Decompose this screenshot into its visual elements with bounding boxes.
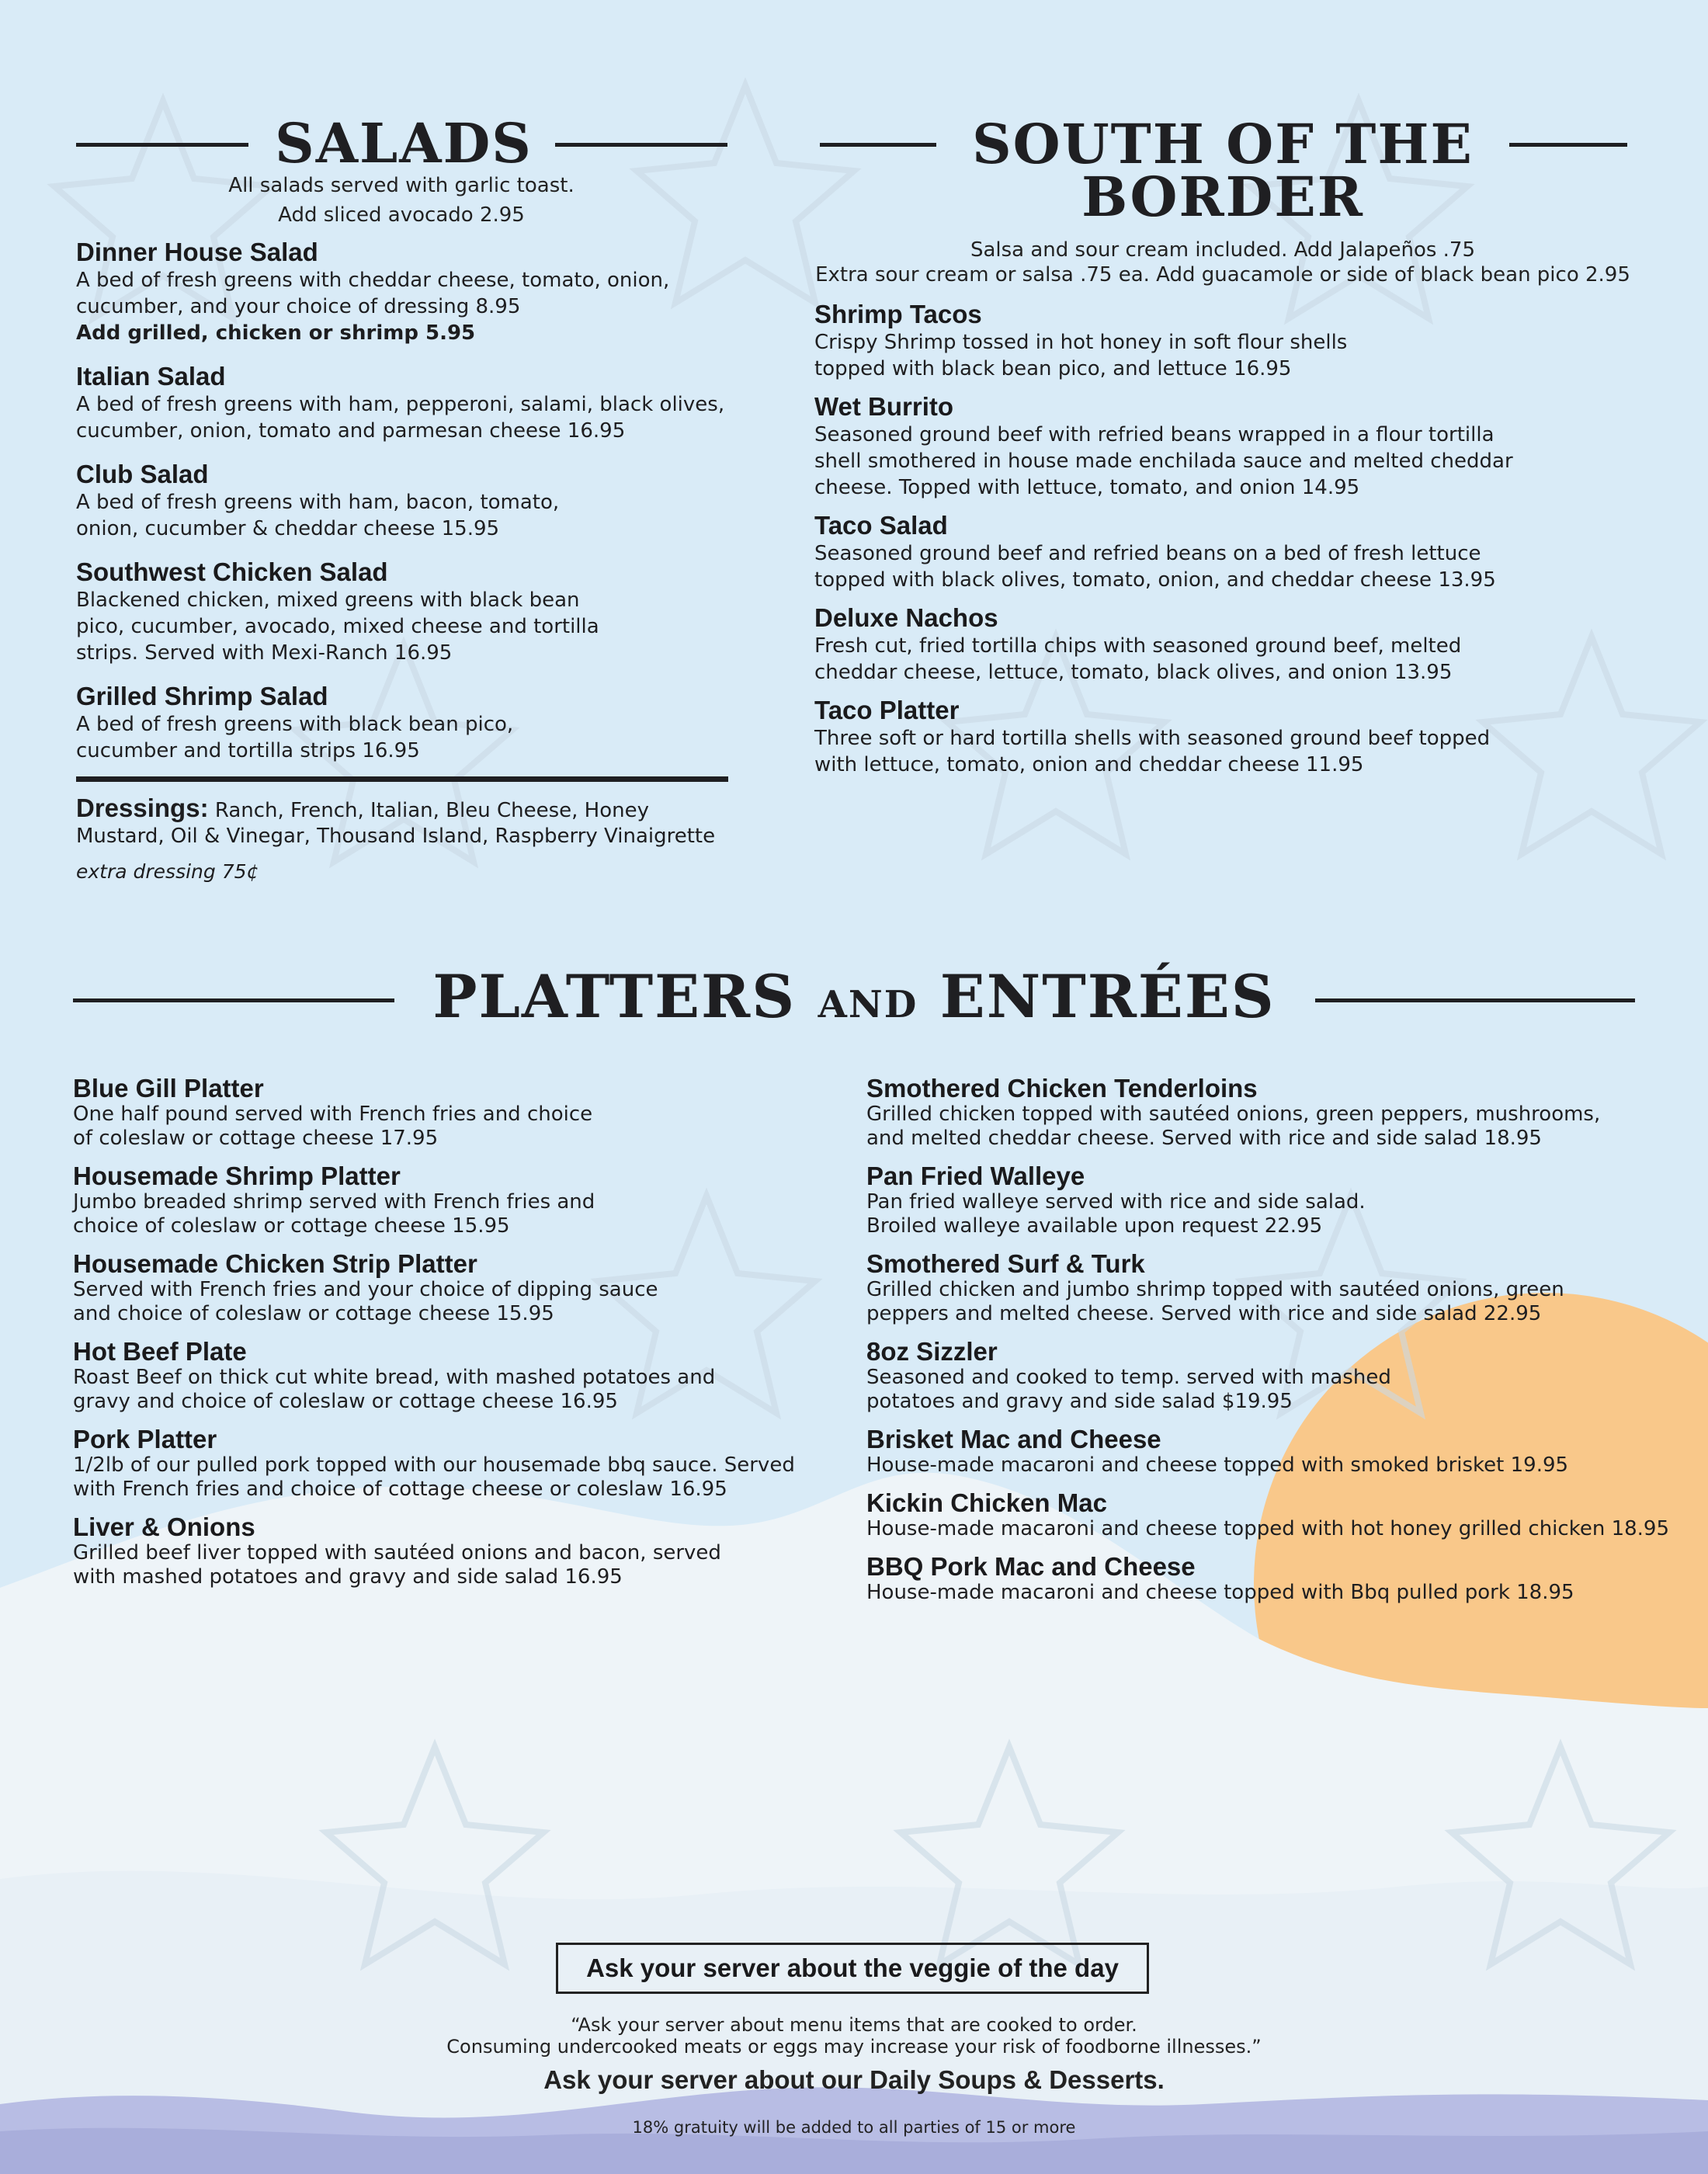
menu-item [866,1553,1708,1605]
menu-item [866,1162,1708,1238]
veggie-of-the-day-box: Ask your server about the veggie of the day [556,1943,1149,1994]
item-desc: Crispy Shrimp tossed in hot honey in soft flour shells topped with black bean pico, and lettuce 16.95 [814,331,1348,380]
border-list [814,300,1591,788]
menu-item [814,603,1591,686]
item-name: 8oz Sizzler [866,1337,998,1366]
item-desc: Roast Beef on thick cut white bread, with mashed potatoes and gravy and choice of coleslaw or cottage cheese 16.95 [73,1366,716,1413]
menu-item [814,511,1591,593]
salads-title: SALADS [275,111,533,175]
menu-item [814,300,1591,382]
item-name: Liver & Onions [73,1512,255,1541]
item-name: Grilled Shrimp Salad [76,682,328,710]
salads-notes [168,171,634,230]
item-desc: Grilled chicken and jumbo shrimp topped with sautéed onions, green peppers and melted cheese. Served with rice and side salad 22.95 [866,1278,1564,1325]
item-name: Deluxe Nachos [814,603,998,632]
item-name: Pork Platter [73,1425,217,1453]
menu-item [73,1426,818,1502]
menu-item [866,1075,1708,1151]
menu-item [814,392,1591,501]
platters-rule-right [1315,998,1635,1002]
menu-item [73,1338,818,1414]
platters-title-part: AND [818,983,918,1026]
salads-note: Add sliced avocado 2.95 [278,203,525,227]
item-name: Southwest Chicken Salad [76,557,388,586]
dressings-divider [76,776,728,782]
menu-item [76,682,736,764]
disclaimer-line: “Ask your server about menu items that are cooked to order. [571,2014,1137,2036]
item-desc: A bed of fresh greens with ham, bacon, tomato, onion, cucumber & cheddar cheese 15.95 [76,491,560,540]
platters-title [404,962,1304,1031]
item-name: Club Salad [76,460,209,488]
salads-rule-left [76,143,248,147]
menu-item [73,1075,818,1151]
item-desc: A bed of fresh greens with black bean pico, cucumber and tortilla strips 16.95 [76,713,514,762]
border-note: Extra sour cream or salsa .75 ea. Add guacamole or side of black bean pico 2.95 [815,263,1630,287]
item-desc: 1/2lb of our pulled pork topped with our housemade bbq sauce. Served with French fries and choice of cottage cheese or coleslaw 16.95 [73,1453,795,1501]
item-desc: Pan fried walleye served with rice and side salad. Broiled walleye available upon request 22.95 [866,1190,1366,1238]
dressings-list: Ranch, French, Italian, Bleu Cheese, Honey [214,799,649,822]
menu-item [73,1162,818,1238]
item-name: Hot Beef Plate [73,1337,247,1366]
item-desc: House-made macaroni and cheese topped with Bbq pulled pork 18.95 [866,1581,1574,1604]
dressings-list-cont: Mustard, Oil & Vinegar, Thousand Island, Raspberry Vinaigrette [76,825,716,848]
dressings-block [76,795,736,883]
item-name: Taco Salad [814,511,948,540]
gratuity-note: 18% gratuity will be added to all parties of 15 or more [632,2118,1076,2137]
item-desc: Grilled chicken topped with sautéed onions, green peppers, mushrooms, and melted cheddar cheese. Served with rice and side salad 18.95 [866,1103,1601,1150]
item-desc: A bed of fresh greens with cheddar cheese, tomato, onion, cucumber, and your choice of dressing 8.95 [76,269,670,318]
item-name: Blue Gill Platter [73,1074,264,1103]
border-rule-right [1509,143,1627,147]
item-desc: A bed of fresh greens with ham, pepperoni, salami, black olives, cucumber, onion, tomato and parmesan cheese 16.95 [76,393,725,443]
item-desc: Seasoned ground beef with refried beans wrapped in a flour tortilla shell smothered in house made enchilada sauce and melted cheddar cheese. Topped with lettuce, tomato, and onion 14.95 [814,423,1513,499]
item-name: Housemade Chicken Strip Platter [73,1249,477,1278]
menu-item [76,460,736,542]
item-desc: One half pound served with French fries and choice of coleslaw or cottage cheese 17.95 [73,1103,593,1150]
item-desc: Three soft or hard tortilla shells with seasoned ground beef topped with lettuce, tomato, onion and cheddar cheese 11.95 [814,727,1491,776]
item-name: Smothered Chicken Tenderloins [866,1074,1258,1103]
disclaimer-line: Consuming undercooked meats or eggs may increase your risk of foodborne illnesses.” [446,2036,1262,2058]
salads-rule-right [555,143,727,147]
item-desc: Jumbo breaded shrimp served with French fries and choice of coleslaw or cottage cheese 15.95 [73,1190,595,1238]
salads-list [76,238,736,780]
item-desc: Fresh cut, fried tortilla chips with seasoned ground beef, melted cheddar cheese, lettuce, tomato, black olives, and onion 13.95 [814,634,1462,684]
menu-item [76,557,736,666]
item-name: Shrimp Tacos [814,300,982,328]
menu-item [73,1250,818,1326]
item-desc: Seasoned ground beef and refried beans on a bed of fresh lettuce topped with black olives, tomato, onion, and cheddar cheese 13.95 [814,542,1496,592]
border-title [916,112,1529,229]
menu-item [866,1489,1708,1541]
item-name: Pan Fried Walleye [866,1162,1085,1190]
menu-item [866,1426,1708,1478]
item-name: Smothered Surf & Turk [866,1249,1145,1278]
item-desc: House-made macaroni and cheese topped with smoked brisket 19.95 [866,1453,1569,1477]
item-name: Dinner House Salad [76,238,318,266]
menu-item [73,1513,818,1589]
salads-note: All salads served with garlic toast. [228,174,575,197]
item-name: Kickin Chicken Mac [866,1488,1107,1517]
soups-desserts-note: Ask your server about our Daily Soups & Desserts. [543,2065,1165,2094]
platters-right-list [866,1075,1708,1617]
border-title-line: SOUTH OF THE [972,112,1474,176]
item-name: Brisket Mac and Cheese [866,1425,1161,1453]
menu-item [76,362,736,444]
item-desc: Seasoned and cooked to temp. served with mashed potatoes and gravy and side salad $19.95 [866,1366,1391,1413]
dressings-extra: extra dressing 75¢ [76,860,259,883]
menu-item [814,696,1591,778]
platters-rule-left [73,998,394,1002]
item-desc: Served with French fries and your choice of dipping sauce and choice of coleslaw or cottage cheese 15.95 [73,1278,658,1325]
item-name: Italian Salad [76,362,226,391]
item-desc: Grilled beef liver topped with sautéed onions and bacon, served with mashed potatoes and gravy and side salad 16.95 [73,1541,721,1589]
item-desc: Blackened chicken, mixed greens with black bean pico, cucumber, avocado, mixed cheese and tortilla strips. Served with Mexi-Ranch 16.95 [76,589,599,665]
border-notes [807,238,1638,287]
border-note: Salsa and sour cream included. Add Jalapeños .75 [970,238,1476,262]
menu-item [866,1338,1708,1414]
border-title-line: BORDER [1081,165,1364,229]
item-name: Wet Burrito [814,392,954,421]
platters-left-list [73,1075,818,1601]
platters-title-part: PLATTERS [432,962,797,1031]
item-name: Housemade Shrimp Platter [73,1162,401,1190]
menu-item [76,238,736,346]
platters-title-part: ENTRÉES [939,962,1276,1031]
menu-item [866,1250,1708,1326]
item-name: BBQ Pork Mac and Cheese [866,1552,1196,1581]
dressings-line [76,795,736,824]
dressings-label: Dressings: [76,794,209,822]
item-addon: Add grilled, chicken or shrimp 5.95 [76,321,476,345]
item-name: Taco Platter [814,696,960,724]
item-desc: House-made macaroni and cheese topped with hot honey grilled chicken 18.95 [866,1517,1669,1540]
